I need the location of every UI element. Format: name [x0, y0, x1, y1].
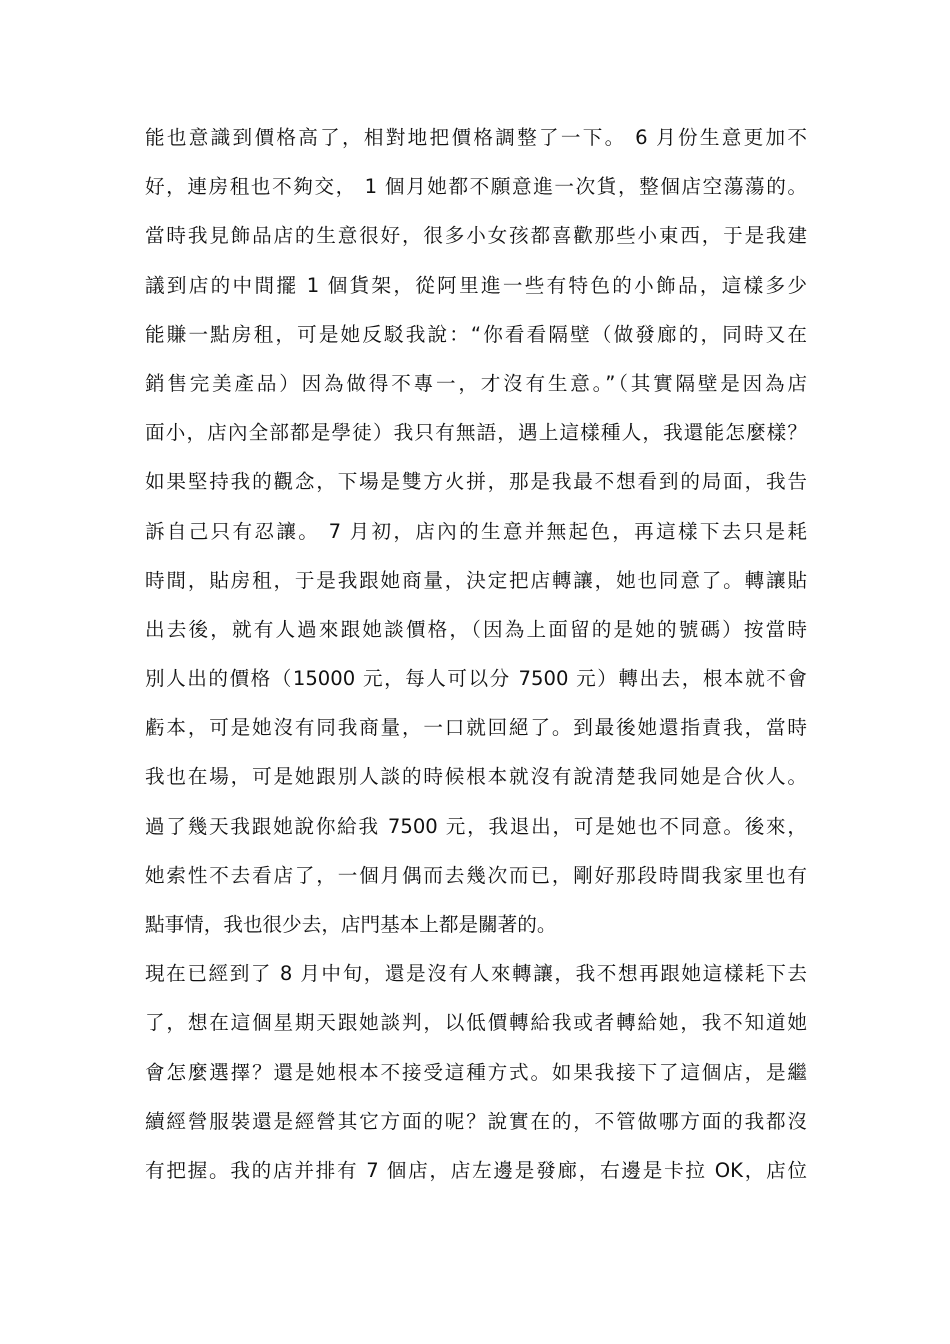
text-line: 過了幾天我跟她說你給我 7500 元，我退出，可是她也不同意。後來，	[145, 814, 807, 838]
text-line: 議到店的中間擺 1 個貨架，從阿里進一些有特色的小飾品，這樣多少	[145, 273, 807, 297]
text-line: 有把握。我的店并排有 7 個店，店左邊是發廊，右邊是卡拉 OK，店位	[145, 1158, 807, 1182]
body-text	[145, 118, 807, 1200]
text-line: 續經營服裝還是經營其它方面的呢？說實在的，不管做哪方面的我都沒	[145, 1109, 807, 1133]
text-line: 點事情，我也很少去，店門基本上都是關著的。	[145, 913, 557, 936]
text-line: 銷售完美產品）因為做得不專一，才沒有生意。”（其實隔壁是因為店	[145, 371, 807, 395]
text-line: 出去後，就有人過來跟她談價格，（因為上面留的是她的號碼）按當時	[145, 617, 807, 641]
text-line: 會怎麼選擇？還是她根本不接受這種方式。如果我接下了這個店，是繼	[145, 1060, 807, 1084]
text-line: 我也在場，可是她跟別人談的時候根本就沒有說清楚我同她是合伙人。	[145, 765, 807, 789]
text-line: 了，想在這個星期天跟她談判，以低價轉給我或者轉給她，我不知道她	[145, 1011, 807, 1035]
text-line: 好，連房租也不夠交， 1 個月她都不願意進一次貨，整個店空蕩蕩的。	[145, 175, 807, 199]
text-line: 面小，店內全部都是學徒）我只有無語，遇上這樣種人，我還能怎麼樣？	[145, 421, 807, 445]
text-line: 她索性不去看店了，一個月偶而去幾次而已，剛好那段時間我家里也有	[145, 863, 807, 887]
text-line: 現在已經到了 8 月中旬，還是沒有人來轉讓，我不想再跟她這樣耗下去	[145, 962, 807, 986]
text-line: 訴自己只有忍讓。 7 月初，店內的生意并無起色，再這樣下去只是耗	[145, 519, 807, 543]
text-line: 如果堅持我的觀念，下場是雙方火拼，那是我最不想看到的局面，我告	[145, 470, 807, 494]
text-line: 能也意識到價格高了，相對地把價格調整了一下。 6 月份生意更加不	[145, 126, 807, 149]
text-line: 時間，貼房租，于是我跟她商量，決定把店轉讓，她也同意了。轉讓貼	[145, 568, 807, 592]
text-line: 能賺一點房租，可是她反駁我說：“你看看隔壁（做發廊的，同時又在	[145, 322, 807, 346]
text-line: 虧本，可是她沒有同我商量，一口就回絕了。到最後她還指責我，當時	[145, 716, 807, 740]
text-line: 別人出的價格（15000 元，每人可以分 7500 元）轉出去，根本就不會	[145, 667, 807, 691]
text-line: 當時我見飾品店的生意很好，很多小女孩都喜歡那些小東西，于是我建	[145, 224, 807, 248]
